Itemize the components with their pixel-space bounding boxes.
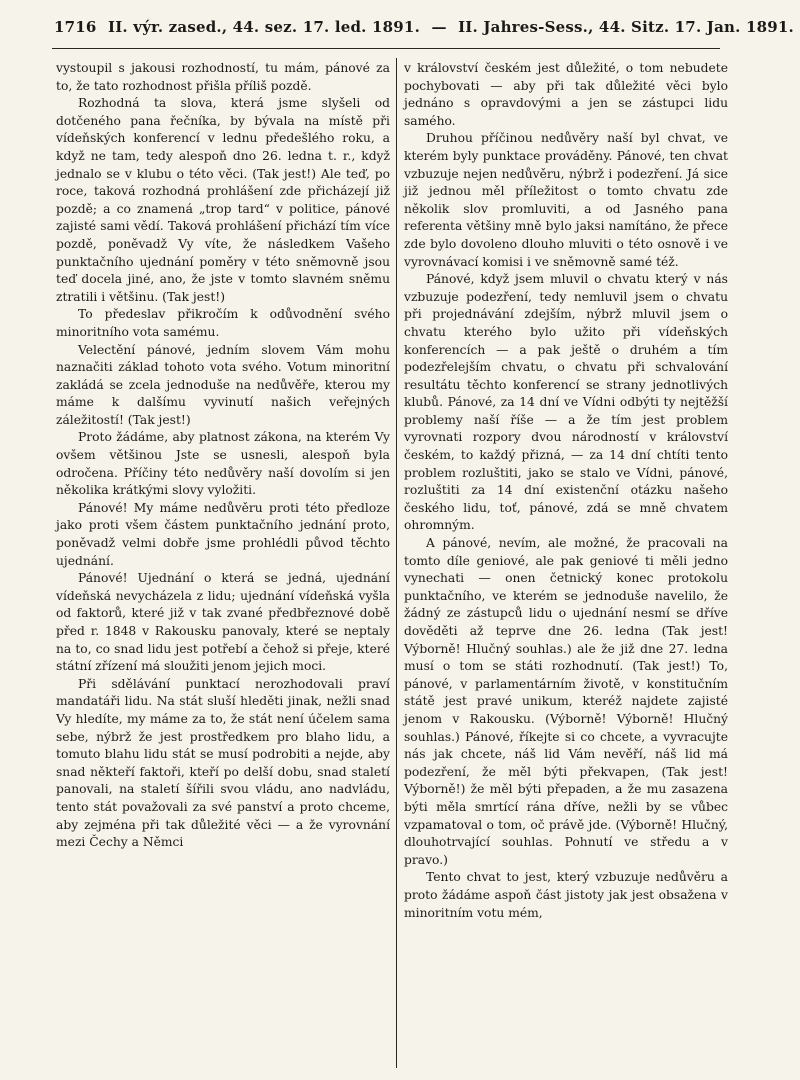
- header-separator: —: [431, 18, 447, 36]
- paragraph: v království českém jest důležité, o tom nebudete pochybovati — aby při tak důležité věci bylo jednáno s opravdovými a jen se zástupci lidu samého.: [404, 61, 728, 128]
- column-divider: [396, 58, 397, 1068]
- paragraph: vystoupil s jakousi rozhodností, tu mám, pánové za to, že tato rozhodnost přišla příliš pozdě.: [56, 61, 390, 93]
- right-column: [404, 60, 728, 1065]
- paragraph: Při sdělávání punktací nerozhodovali praví mandatáři lidu. Na stát sluší hleděti jinak, nežli snad Vy hledíte, my máme za to, že stát není účelem sama sebe, nýbrž že jest prostředkem pro blaho lidu, a tomuto blahu lidu stát se musí podrobiti a nejde, aby snad někteří faktoři, kteří po delší dobu, snad staletí panovali, na staletí šířili svou vládu, ano nadvládu, tento stát považovali za své panství a proto chceme, aby zejména při tak důležité věci — a že vyrovnání mezi Čechy a Němci: [56, 676, 390, 850]
- german-session-info: II. Jahres-Sess., 44. Sitz. 17. Jan. 1891.: [458, 18, 794, 36]
- paragraph: Velectění pánové, jedním slovem Vám mohu naznačiti základ tohoto vota svého. Votum minoritní zakládá se zcela jednoduše na nedůvěře, kterou my máme k dalšímu vyvinutí našich veřejných záležitostí! (Tak jest!): [56, 342, 390, 427]
- running-header: [54, 18, 794, 36]
- paragraph: Tento chvat to jest, který vzbuzuje nedůvěru a proto žádáme aspoň část jistoty jak jest obsažena v minoritním votu mém,: [404, 870, 728, 920]
- page-number: 1716: [54, 18, 97, 36]
- header-rule: [52, 48, 720, 49]
- paragraph: To předeslav přikročím k odůvodnění svého minoritního vota samému.: [56, 307, 390, 339]
- czech-session-info: II. výr. zased., 44. sez. 17. led. 1891.: [108, 18, 420, 36]
- paragraph: Druhou příčinou nedůvěry naší byl chvat, ve kterém byly punktace prováděny. Pánové, ten chvat vzbuzuje nejen nedůvěru, nýbrž i podezření. Já sice již jednou měl příležitost o tomto chvatu zde několik slov promluviti, a od Jasného pana referenta většiny mně bylo jaksi namítáno, že přece zde bylo dovoleno dlouho mluviti o této osnově i ve vyrovnávací komisi i ve sněmovně samé též.: [404, 131, 728, 269]
- paragraph: Pánové! Ujednání o která se jedná, ujednání vídeňská nevycházela z lidu; ujednání vídeňská vyšla od faktorů, které již v tak zvané předbřeznové době před r. 1848 v Rakousku panovaly, které se neptaly na to, co snad lidu jest potřebí a čehož si přeje, které státní zřízení má sloužiti jenom jejich moci.: [56, 571, 390, 674]
- paragraph: Proto žádáme, aby platnost zákona, na kterém Vy ovšem většinou Jste se usnesli, alespoň byla odročena. Příčiny této nedůvěry naší dovolím si jen několika krátkými slovy vyložiti.: [56, 430, 390, 498]
- paragraph: Rozhodná ta slova, která jsme slyšeli od dotčeného pana řečníka, by bývala na místě při vídeňských konferencí v lednu předešlého roku, a když ne tam, tedy alespoň dno 26. ledna t. r., když jednalo se v klubu o této věci. (Tak jest!) Ale teď, po roce, taková rozhodná prohlášení zde přicházejí již pozdě; a co znamená „trop tard“ v politice, pánové zajisté sami vědí. Taková prohlášení přichází tím více pozdě, poněvadž Vy víte, že následkem Vašeho punktačního ujednání poměry v této sněmovně jsou teď docela jiné, ano, že jste v tomto slavném sněmu ztratili i většinu. (Tak jest!): [56, 96, 390, 304]
- paragraph: Pánové! My máme nedůvěru proti této předloze jako proti všem částem punktačního jednání proto, poněvadž velmi dobře jsme prohlédli původ těchto ujednání.: [56, 500, 390, 568]
- left-column: [56, 60, 390, 1065]
- paragraph: A pánové, nevím, ale možné, že pracovali na tomto díle geniové, ale pak geniové ti měli jedno vynechati — onen četnický konec protokolu punktačního, ve kterém se jednoduše navelilo, že žádný ze zástupců lidu o ujednání nesmí se dříve dověděti až teprve dne 26. ledna (Tak jest! Výborně! Hlučný souhlas.) ale že již dne 27. ledna musí o tom se státi rozhodnutí. (Tak jest!) To, pánové, v parlamentárním životě, v konstitučním státě jest pravé unikum, kteréž najdete zajisté jenom v Rakousku. (Výborně! Výborně! Hlučný souhlas.) Pánové, říkejte si co chcete, a vyvracujte nás jak chcete, náš lid Vám nevěří, náš lid má podezření, že měl býti překvapen, (Tak jest! Výborně!) že měl býti přepaden, a že mu zasazena býti měla smrtící rána dříve, nežli by se vůbec vzpamatoval o tom, oč právě jde. (Výborně! Hlučný, dlouhotrvající souhlas. Pohnutí ve středu a v pravo.): [404, 536, 728, 867]
- paragraph: Pánové, když jsem mluvil o chvatu který v nás vzbuzuje podezření, tedy nemluvil jsem o chvatu při projednávání zdejším, nýbrž mluvil jsem o chvatu kterého bylo užito při vídeňských konferencích — a pak ještě o druhém a tím podezřelejším chvatu, o chvatu při schvalování resultátu těchto konferencí se strany jednotlivých klubů. Pánové, za 14 dní ve Vídni odbýti ty nejtěžší problemy naší říše — a že tím jest problem vyrovnati rozpory dvou národností v království českém, to každý přizná, — za 14 dní chtíti tento problem rozluštiti, jako se stalo ve Vídni, pánové, rozluštiti za 14 dní existenční otázku našeho českého lidu, toť, pánové, zdá se mně chvatem ohromným.: [404, 272, 728, 533]
